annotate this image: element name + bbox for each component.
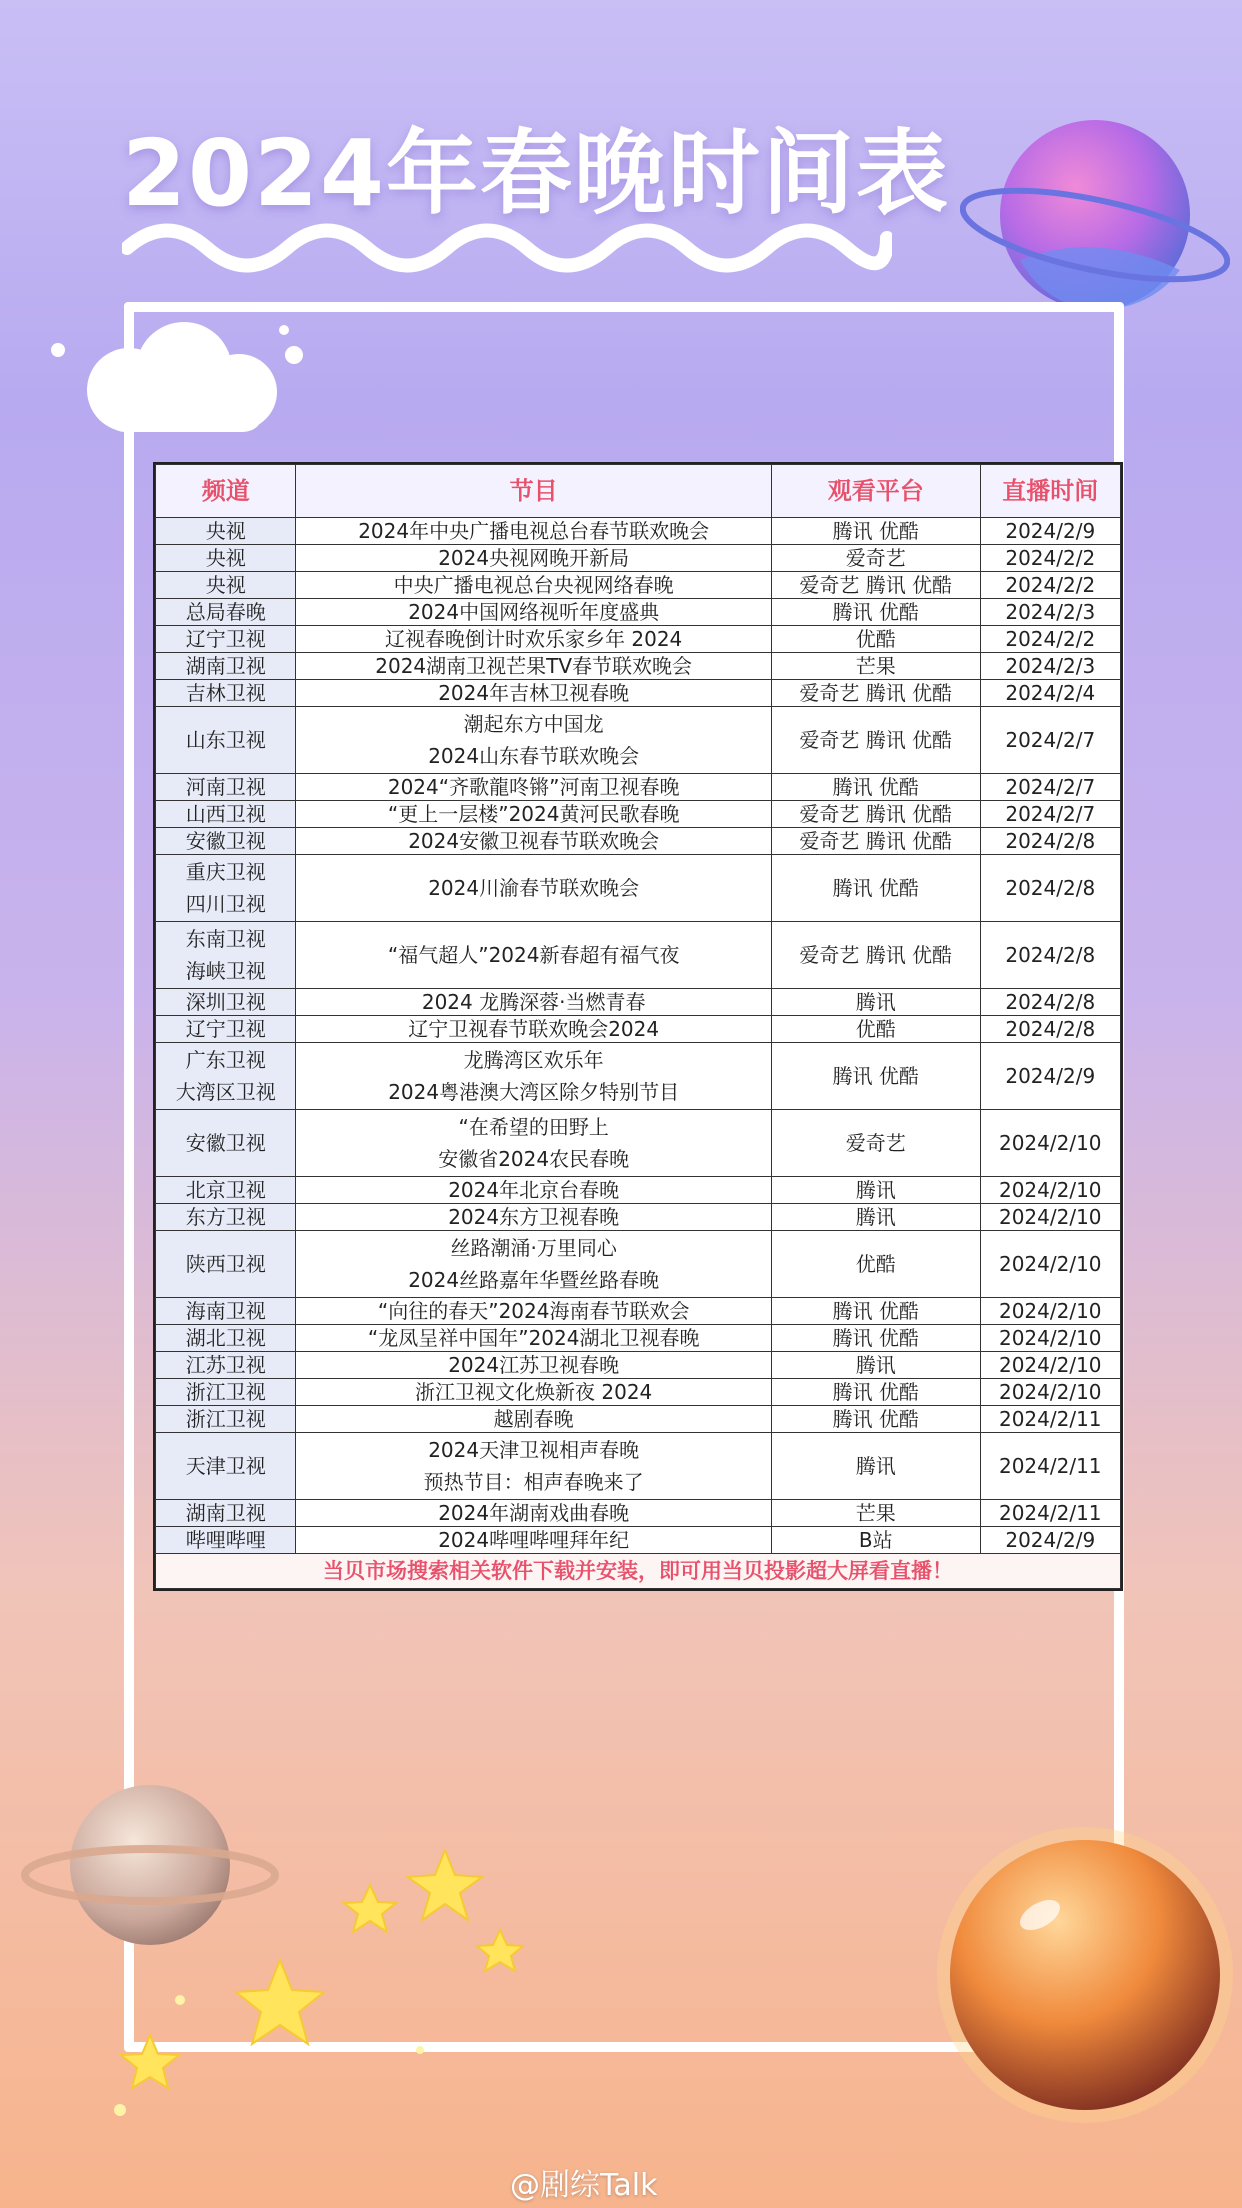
program-line: 越剧春晚 [493,1407,574,1431]
program-cell [296,1204,771,1231]
platform-line: 爱奇艺 腾讯 优酷 [799,728,953,752]
platform-line: 爱奇艺 [845,546,906,570]
date-cell [980,1204,1120,1231]
platform-line: 芒果 [855,1501,896,1525]
date-line: 2024/2/11 [998,1501,1102,1525]
program-line: 2024年北京台春晚 [448,1178,620,1202]
platform-cell [771,1231,980,1298]
platform-cell [771,1352,980,1379]
table-row [156,801,1121,828]
program-line: 2024年中央广播电视总台春节联欢晚会 [358,519,710,543]
platform-cell [771,653,980,680]
table-header-row [156,465,1121,518]
program-cell [296,1406,771,1433]
channel-line: 哔哩哔哩 [185,1528,266,1552]
date-cell [980,1231,1120,1298]
date-line: 2024/2/3 [1005,600,1096,624]
channel-cell [156,1177,296,1204]
channel-line: 天津卫视 [185,1454,266,1478]
date-line: 2024/2/7 [1005,775,1096,799]
table-row [156,1325,1121,1352]
channel-line: 吉林卫视 [185,681,266,705]
program-cell [296,599,771,626]
date-cell [980,1352,1120,1379]
orange-planet-illustration [930,1820,1240,2130]
date-cell [980,828,1120,855]
platform-cell [771,855,980,922]
date-line: 2024/2/8 [1005,1017,1096,1041]
program-cell [296,707,771,774]
program-cell [296,774,771,801]
date-line: 2024/2/4 [1005,681,1096,705]
program-cell [296,572,771,599]
schedule-table [153,462,1123,1591]
channel-cell [156,1433,296,1500]
channel-cell [156,1016,296,1043]
program-line: 2024川渝春节联欢晚会 [428,876,640,900]
table-row [156,989,1121,1016]
program-line: 潮起东方中国龙 [463,712,604,736]
channel-line: 海南卫视 [185,1299,266,1323]
table-row [156,1406,1121,1433]
channel-cell [156,1500,296,1527]
table-row [156,1352,1121,1379]
platform-cell [771,828,980,855]
date-line: 2024/2/10 [998,1353,1102,1377]
program-line: “福气超人”2024新春超有福气夜 [387,943,680,967]
table-row [156,1177,1121,1204]
platform-line: 腾讯 优酷 [832,775,919,799]
channel-line: 辽宁卫视 [185,627,266,651]
date-line: 2024/2/2 [1005,627,1096,651]
channel-cell [156,1406,296,1433]
program-line: 辽视春晚倒计时欢乐家乡年 2024 [385,627,683,651]
channel-line: 东南卫视 [185,927,266,951]
channel-line: 大湾区卫视 [175,1080,276,1104]
table-row [156,545,1121,572]
program-cell [296,1527,771,1554]
platform-cell [771,707,980,774]
platform-cell [771,1527,980,1554]
table-row [156,707,1121,774]
date-cell [980,545,1120,572]
table-row [156,1379,1121,1406]
channel-cell [156,680,296,707]
date-line: 2024/2/10 [998,1205,1102,1229]
date-line: 2024/2/11 [998,1407,1102,1431]
program-line: 2024 龙腾深蓉·当燃青春 [421,990,646,1014]
wave-decoration [122,218,892,278]
platform-cell [771,518,980,545]
date-line: 2024/2/10 [998,1326,1102,1350]
date-line: 2024/2/10 [998,1252,1102,1276]
table-row [156,922,1121,989]
channel-cell [156,707,296,774]
date-line: 2024/2/2 [1005,573,1096,597]
watermark: @剧综Talk [510,2168,658,2203]
date-cell [980,1298,1120,1325]
date-line: 2024/2/8 [1005,943,1096,967]
channel-cell [156,545,296,572]
channel-line: 辽宁卫视 [185,1017,266,1041]
channel-line: 浙江卫视 [185,1407,266,1431]
date-cell [980,518,1120,545]
date-line: 2024/2/9 [1005,519,1096,543]
channel-cell [156,1204,296,1231]
channel-line: 央视 [205,573,246,597]
channel-line: 河南卫视 [185,775,266,799]
platform-cell [771,680,980,707]
date-line: 2024/2/10 [998,1299,1102,1323]
platform-line: 芒果 [855,654,896,678]
platform-line: 爱奇艺 腾讯 优酷 [799,573,953,597]
program-line: 2024央视网晚开新局 [438,546,630,570]
program-line: 2024东方卫视春晚 [448,1205,620,1229]
channel-line: 湖北卫视 [185,1326,266,1350]
platform-cell [771,1177,980,1204]
platform-cell [771,922,980,989]
program-cell [296,1500,771,1527]
channel-line: 安徽卫视 [185,1131,266,1155]
date-cell [980,855,1120,922]
table-row [156,1500,1121,1527]
channel-cell [156,801,296,828]
program-line: 2024哔哩哔哩拜年纪 [438,1528,630,1552]
table-row [156,1298,1121,1325]
program-cell [296,1433,771,1500]
program-line: “龙凤呈祥中国年”2024湖北卫视春晚 [367,1326,700,1350]
channel-line: 海峡卫视 [185,959,266,983]
channel-cell [156,774,296,801]
program-line: 丝路潮涌·万里同心 [450,1236,617,1260]
header-date: 直播时间 [980,465,1120,518]
program-cell [296,518,771,545]
table-row [156,1433,1121,1500]
platform-line: 腾讯 优酷 [832,1326,919,1350]
date-cell [980,599,1120,626]
channel-cell [156,1325,296,1352]
program-line: 龙腾湾区欢乐年 [463,1048,604,1072]
date-line: 2024/2/8 [1005,876,1096,900]
channel-line: 山东卫视 [185,728,266,752]
platform-line: 腾讯 优酷 [832,1380,919,1404]
platform-cell [771,572,980,599]
program-line: 2024“齐歌龍咚锵”河南卫视春晚 [387,775,680,799]
program-line: 2024丝路嘉年华暨丝路春晚 [408,1268,660,1292]
date-cell [980,1177,1120,1204]
date-cell [980,707,1120,774]
platform-line: 腾讯 [855,1353,896,1377]
platform-cell [771,545,980,572]
program-line: 2024湖南卫视芒果TV春节联欢晚会 [375,654,693,678]
channel-line: 央视 [205,546,246,570]
platform-line: 爱奇艺 腾讯 优酷 [799,802,953,826]
channel-line: 江苏卫视 [185,1353,266,1377]
channel-cell [156,989,296,1016]
program-line: 2024年湖南戏曲春晚 [438,1501,630,1525]
channel-cell [156,1231,296,1298]
table-row [156,599,1121,626]
date-line: 2024/2/8 [1005,829,1096,853]
table-row [156,1231,1121,1298]
date-cell [980,774,1120,801]
channel-line: 重庆卫视 [185,860,266,884]
table-row [156,774,1121,801]
platform-cell [771,599,980,626]
platform-line: 腾讯 优酷 [832,876,919,900]
platform-line: 优酷 [855,1252,896,1276]
program-line: 2024年吉林卫视春晚 [438,681,630,705]
platform-line: 爱奇艺 [845,1131,906,1155]
table-row [156,653,1121,680]
program-line: 辽宁卫视春节联欢晚会2024 [408,1017,660,1041]
platform-line: 腾讯 [855,1454,896,1478]
header-program: 节目 [296,465,771,518]
table-row [156,626,1121,653]
channel-cell [156,1298,296,1325]
channel-cell [156,653,296,680]
table-row [156,1016,1121,1043]
platform-line: 腾讯 优酷 [832,1064,919,1088]
channel-cell [156,1379,296,1406]
channel-line: 湖南卫视 [185,1501,266,1525]
page-title: 2024年春晚时间表 [122,120,951,227]
platform-cell [771,1298,980,1325]
date-cell [980,1016,1120,1043]
platform-cell [771,1406,980,1433]
date-line: 2024/2/9 [1005,1528,1096,1552]
channel-cell [156,599,296,626]
platform-cell [771,1433,980,1500]
platform-cell [771,1379,980,1406]
date-cell [980,1325,1120,1352]
platform-line: 腾讯 优酷 [832,1407,919,1431]
platform-line: 优酷 [855,1017,896,1041]
program-cell [296,1231,771,1298]
platform-line: 腾讯 优酷 [832,519,919,543]
channel-line: 央视 [205,519,246,543]
program-cell [296,1016,771,1043]
table-row [156,518,1121,545]
stars-decoration [100,1850,560,2150]
date-line: 2024/2/2 [1005,546,1096,570]
channel-line: 四川卫视 [185,892,266,916]
program-line: 2024粤港澳大湾区除夕特别节目 [388,1080,680,1104]
program-cell [296,1043,771,1110]
platform-line: 爱奇艺 腾讯 优酷 [799,681,953,705]
date-cell [980,572,1120,599]
platform-line: 优酷 [855,627,896,651]
channel-cell [156,1352,296,1379]
channel-line: 北京卫视 [185,1178,266,1202]
channel-cell [156,828,296,855]
program-line: 2024山东春节联欢晚会 [428,744,640,768]
date-cell [980,653,1120,680]
table-row [156,1110,1121,1177]
platform-line: 爱奇艺 腾讯 优酷 [799,829,953,853]
platform-line: 爱奇艺 腾讯 优酷 [799,943,953,967]
channel-cell [156,518,296,545]
notice-text: 当贝市场搜索相关软件下载并安装，即可用当贝投影超大屏看直播！ [156,1554,1121,1589]
platform-cell [771,1204,980,1231]
table-row [156,1043,1121,1110]
channel-line: 浙江卫视 [185,1380,266,1404]
program-cell [296,1352,771,1379]
program-line: “更上一层楼”2024黄河民歌春晚 [387,802,680,826]
channel-line: 深圳卫视 [185,990,266,1014]
channel-line: 广东卫视 [185,1048,266,1072]
program-line: 预热节目：相声春晚来了 [423,1470,644,1494]
date-line: 2024/2/3 [1005,654,1096,678]
table-row [156,572,1121,599]
program-cell [296,626,771,653]
table-row [156,680,1121,707]
program-cell [296,1298,771,1325]
date-cell [980,1110,1120,1177]
date-line: 2024/2/8 [1005,990,1096,1014]
date-cell [980,1379,1120,1406]
date-cell [980,1527,1120,1554]
date-line: 2024/2/7 [1005,728,1096,752]
date-cell [980,626,1120,653]
channel-cell [156,1110,296,1177]
platform-cell [771,1016,980,1043]
platform-line: 腾讯 [855,990,896,1014]
channel-line: 东方卫视 [185,1205,266,1229]
program-line: “向往的春天”2024海南春节联欢会 [377,1299,690,1323]
program-line: 2024安徽卫视春节联欢晚会 [408,829,660,853]
date-line: 2024/2/9 [1005,1064,1096,1088]
channel-line: 安徽卫视 [185,829,266,853]
platform-cell [771,1110,980,1177]
program-cell [296,1325,771,1352]
date-cell [980,989,1120,1016]
date-line: 2024/2/10 [998,1380,1102,1404]
platform-cell [771,774,980,801]
program-cell [296,1177,771,1204]
platform-cell [771,989,980,1016]
header-platform: 观看平台 [771,465,980,518]
program-cell [296,922,771,989]
table-row [156,828,1121,855]
table-row [156,1204,1121,1231]
program-cell [296,989,771,1016]
program-line: 安徽省2024农民春晚 [438,1147,630,1171]
table-row [156,855,1121,922]
channel-cell [156,572,296,599]
program-line: 2024中国网络视听年度盛典 [408,600,660,624]
program-cell [296,1379,771,1406]
program-line: 中央广播电视总台央视网络春晚 [393,573,674,597]
date-cell [980,1043,1120,1110]
channel-cell [156,626,296,653]
platform-cell [771,626,980,653]
program-cell [296,828,771,855]
date-cell [980,922,1120,989]
date-cell [980,1500,1120,1527]
date-line: 2024/2/10 [998,1131,1102,1155]
platform-line: 腾讯 [855,1178,896,1202]
platform-cell [771,1500,980,1527]
date-line: 2024/2/10 [998,1178,1102,1202]
program-cell [296,1110,771,1177]
program-line: 浙江卫视文化焕新夜 2024 [415,1380,653,1404]
platform-cell [771,1043,980,1110]
channel-cell [156,855,296,922]
channel-line: 陕西卫视 [185,1252,266,1276]
date-line: 2024/2/11 [998,1454,1102,1478]
date-cell [980,801,1120,828]
program-cell [296,855,771,922]
program-cell [296,801,771,828]
notice-row [156,1554,1121,1589]
platform-line: 腾讯 优酷 [832,1299,919,1323]
channel-line: 总局春晚 [185,600,266,624]
channel-cell [156,1043,296,1110]
platform-line: B站 [858,1528,893,1552]
cloud-illustration [44,310,314,440]
channel-cell [156,922,296,989]
platform-line: 腾讯 优酷 [832,600,919,624]
date-cell [980,1406,1120,1433]
program-cell [296,680,771,707]
platform-line: 腾讯 [855,1205,896,1229]
header-channel: 频道 [156,465,296,518]
program-line: “在希望的田野上 [458,1115,609,1139]
program-line: 2024江苏卫视春晚 [448,1353,620,1377]
date-cell [980,1433,1120,1500]
table-row [156,1527,1121,1554]
channel-cell [156,1527,296,1554]
program-cell [296,545,771,572]
program-cell [296,653,771,680]
channel-line: 湖南卫视 [185,654,266,678]
platform-cell [771,801,980,828]
platform-cell [771,1325,980,1352]
program-line: 2024天津卫视相声春晚 [428,1438,640,1462]
date-cell [980,680,1120,707]
channel-line: 山西卫视 [185,802,266,826]
date-line: 2024/2/7 [1005,802,1096,826]
